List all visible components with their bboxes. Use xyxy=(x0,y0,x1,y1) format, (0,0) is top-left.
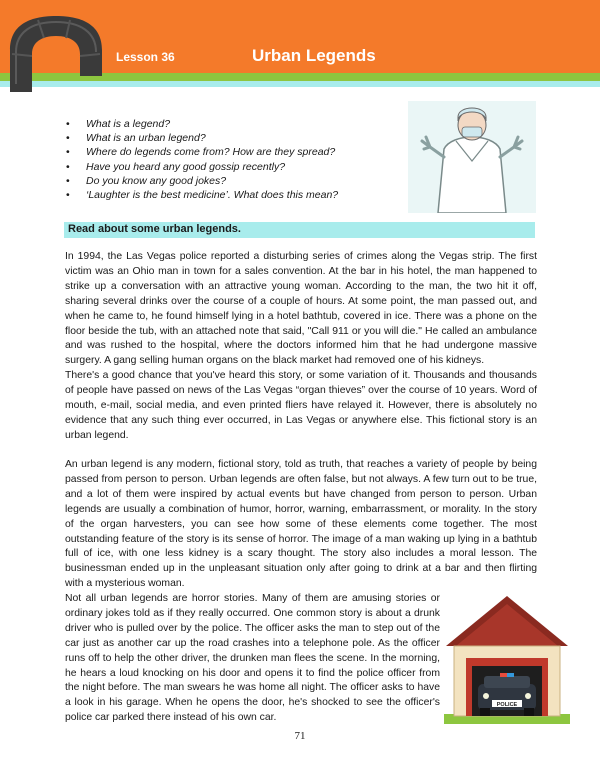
lesson-number: Lesson 36 xyxy=(116,50,175,64)
question-item: • Do you know any good jokes? xyxy=(66,174,227,187)
question-item: • ‘Laughter is the best medicine’. What does this mean? xyxy=(66,189,339,202)
reading-paragraph: There's a good chance that you've heard this story, or some variation of it. Thousands and thousands of people have passed on news of the Las Vegas “organ thieves” over the course of 10 years. Word of mouth, e-mail, social media, and even printed fliers have relayed it. However, there is absolutely no evidence that any such thing ever occurred, in Las Vegas or anywhere else. This fictional story is an urban legend. xyxy=(65,370,537,441)
reading-paragraph: An urban legend is any modern, fictional story, told as truth, that reaches a variety of people by being passed from person to person. Urban legends are often false, but not always. A few turn out to be true, and a lot of them were inspired by actual events but have changed from person to person. Urban legends are usually a combination of humor, horror, warning, embarrassment, or morality. In the story of the organ harvesters, you can see how some of these elements come together. The most outstanding feature of the story is its sense of horror. The image of a man waking up lying in a bathtub full of ice, with one less kidney is a scary thought. The story also includes a moral lesson. The businessman ended up in the unpleasant situation only after going to drink at a bar and then flirting with a mysterious woman. xyxy=(65,459,537,590)
page-title: Urban Legends xyxy=(252,46,376,65)
question-item: • What is an urban legend? xyxy=(66,132,206,145)
question-item: • What is a legend? xyxy=(66,118,171,130)
discussion-questions xyxy=(66,117,338,202)
reading-paragraph: In 1994, the Las Vegas police reported a disturbing series of crimes along the Vegas strip. The first victim was an Ohio man in town for a sales convention. At the bar in his hotel, the man happened to strike up a conversation with an attractive young woman. According to the man, the two hit it off, sharing several drinks over the course of a couple of hours. At some point, the man passed out, and when he came to, he found himself lying in a hotel bathtub, covered in ice. There was a phone on the floor beside the tub, with an attached note that said, "Call 911 or you will die." He called an ambulance and was rushed to the hospital, where the doctors informed him that he had undergone massive surgery. A gang selling human organs on the black market had removed one of his kidneys. xyxy=(65,251,537,367)
page-number: 71 xyxy=(294,730,306,742)
reading-paragraph: Not all urban legends are horror stories. Many of them are amusing stories or ordinary jokes told as if they really occurred. One common story is about a drunk driver who is pulled over by the police. The officer asks the man to step out of the car just as another car up the road crashes into a telephone pole. As the officer runs off to help the other driver, the drunken man flees the scene. In the morning, he hears a loud knocking on his door and opens it to find the police officer from the night before. The man swears he was home all night. The officer asks to have a look in his garage. When he opens the door, he's shocked to see the officer's police car parked there instead of his own car. xyxy=(65,593,440,724)
question-item: • Have you heard any good gossip recently? xyxy=(66,160,286,173)
question-item: • Where do legends come from? How are they spread? xyxy=(66,146,336,159)
surgeon-illustration-icon xyxy=(408,101,536,213)
police-car-label: POLICE xyxy=(496,702,518,708)
house-garage-police-car-icon xyxy=(444,594,570,724)
tunnel-logo-icon xyxy=(8,14,104,94)
section-heading: Read about some urban legends. xyxy=(68,223,241,235)
